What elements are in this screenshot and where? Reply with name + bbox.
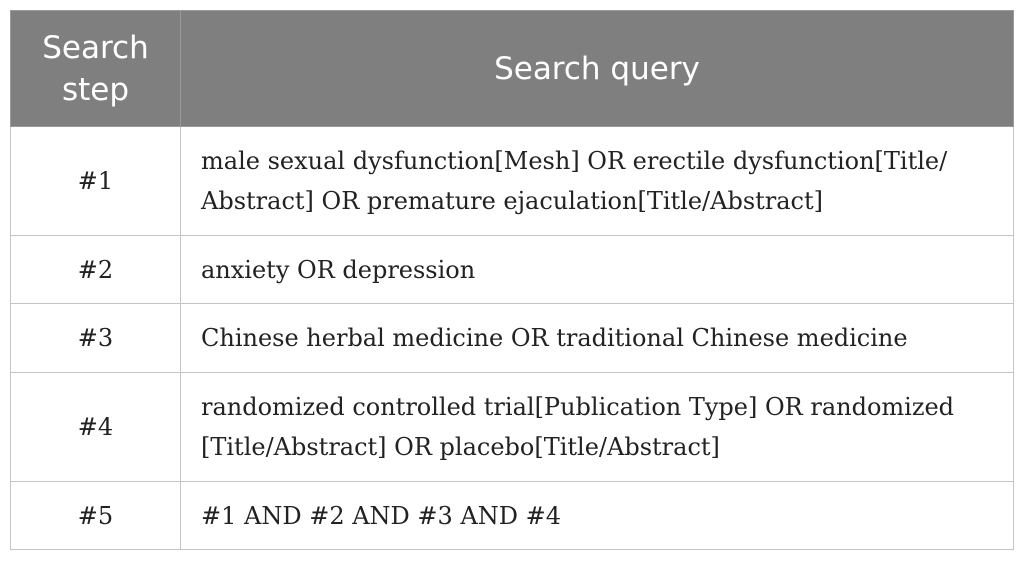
search-strategy-table-container — [10, 10, 1013, 550]
query-text-line: #1 AND #2 AND #3 AND #4 — [201, 501, 562, 530]
table-header — [11, 11, 1014, 127]
query-text-line: Abstract] OR premature ejaculation[Title/Abstract] — [201, 187, 824, 215]
table-row — [11, 127, 1014, 236]
table-row — [11, 373, 1014, 482]
search-strategy-table — [10, 10, 1014, 550]
table-row — [11, 482, 1014, 550]
step-cell: #5 — [11, 482, 181, 550]
header-search-query: Search query — [181, 11, 1014, 127]
step-cell: #2 — [11, 236, 181, 304]
query-cell — [181, 482, 1014, 550]
query-text-line: male sexual dysfunction[Mesh] OR erectile dysfunction[Title/ — [201, 147, 948, 175]
query-cell — [181, 127, 1014, 236]
query-text-line: randomized controlled trial[Publication Type] OR randomized — [201, 393, 955, 421]
query-cell — [181, 304, 1014, 373]
step-cell: #1 — [11, 127, 181, 236]
table-body — [11, 127, 1014, 550]
header-search-step-line1: Search — [42, 29, 149, 66]
query-text-line: anxiety OR depression — [201, 255, 476, 284]
header-row — [11, 11, 1014, 127]
table-row — [11, 236, 1014, 304]
query-cell — [181, 236, 1014, 304]
header-search-step — [11, 11, 181, 127]
query-cell — [181, 373, 1014, 482]
query-text-line: [Title/Abstract] OR placebo[Title/Abstract] — [201, 433, 720, 461]
header-search-step-line2: step — [61, 71, 130, 108]
table-row — [11, 304, 1014, 373]
step-cell: #4 — [11, 373, 181, 482]
query-text-line: Chinese herbal medicine OR traditional Chinese medicine — [201, 324, 908, 352]
step-cell: #3 — [11, 304, 181, 373]
